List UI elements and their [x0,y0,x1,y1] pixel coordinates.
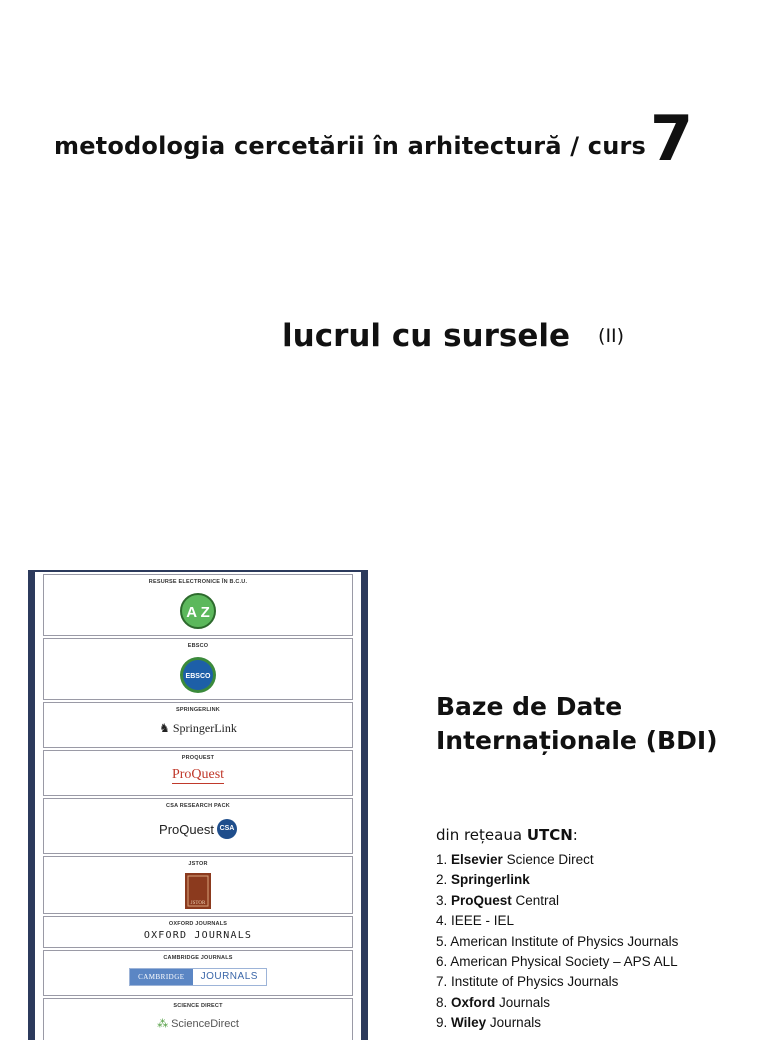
resource-label: RESURSE ELECTRONICE ÎN B.C.U. [148,579,248,585]
list-text: Journals [495,994,551,1010]
list-number: 2. [436,872,452,888]
list-bold: Springerlink [451,872,530,888]
list-number: 3. [436,892,452,908]
subtitle-text: lucrul cu sursele [282,318,571,354]
lecture-subtitle [282,318,624,354]
list-number: 8. [436,994,452,1010]
jstor-logo [185,873,211,909]
course-number: 7 [650,102,694,175]
resource-label: JSTOR [188,861,208,867]
list-number: 7. [436,974,452,990]
list-item [436,993,766,1013]
bdi-intro-suffix: : [572,826,578,844]
springerlink-logo [159,721,237,736]
resource-cell-springerlink[interactable] [43,702,353,748]
list-text: Journals [486,1015,541,1031]
bdi-title: Baze de Date Internaționale (BDI) [436,692,718,755]
springerlink-logo-text: SpringerLink [172,721,237,735]
list-bold: ProQuest [451,892,512,908]
list-item [436,932,766,952]
resource-label: EBSCO [187,643,209,649]
springer-horse-icon: ♞ [159,721,170,735]
csa-badge-icon: CSA [217,819,237,839]
list-number: 6. [436,954,451,970]
bdi-intro-bold: UTCN [526,826,573,844]
oxford-logo-text: OXFORD JOURNALS [143,930,253,941]
list-item [436,911,766,931]
list-text: American Physical Society – APS ALL [450,954,678,970]
list-item [436,1013,766,1033]
resource-cell-cambridge[interactable] [43,950,353,996]
resource-label: CSA RESEARCH PACK [166,803,230,809]
list-number: 4. [436,913,452,929]
resource-cell-az[interactable] [43,574,353,636]
panel-content [35,572,361,1040]
resource-label: OXFORD JOURNALS [168,921,228,927]
resource-cell-ebsco[interactable] [43,638,353,700]
proquest-logo [172,767,224,784]
ebsco-logo-text: EBSCO [185,673,211,680]
sciencedirect-logo-text: ScienceDirect [171,1017,239,1030]
bdi-intro [436,826,578,844]
cambridge-journals-text: JOURNALS [200,971,258,982]
bdi-intro-prefix: din rețeaua [436,826,527,844]
cambridge-journals-logo [129,968,267,986]
resource-cell-jstor[interactable] [43,856,353,914]
resource-label: SCIENCE DIRECT [173,1003,223,1009]
resource-cell-oxford[interactable] [43,916,353,948]
oxford-journals-logo [144,930,252,941]
list-bold: Wiley [451,1015,487,1031]
proquest-logo-text: ProQuest [171,767,225,782]
resource-cell-csa[interactable] [43,798,353,854]
list-text: IEEE - IEL [451,913,515,929]
az-logo [178,591,218,631]
list-item [436,870,766,890]
list-bold: Elsevier [451,852,503,867]
az-logo-text: A Z [186,604,210,621]
proquest-csa-logo [159,819,237,839]
course-title-text: metodologia cercetării în arhitectură / curs [54,132,647,160]
course-title [54,102,754,175]
resource-label: PROQUEST [181,755,215,761]
list-item [436,952,766,972]
list-text: American Institute of Physics Journals [450,933,679,949]
list-number: 1. [436,852,452,867]
sciencedirect-tree-icon: ⁂ [157,1017,169,1030]
list-item [436,891,766,911]
cambridge-logo-text: CAMBRIDGE [130,969,193,985]
list-text: Institute of Physics Journals [451,974,619,990]
subtitle-part: (II) [598,325,625,347]
resource-label: CAMBRIDGE JOURNALS [163,955,233,961]
jstor-logo-text: JSTOR [190,901,206,906]
list-number: 9. [436,1015,452,1031]
list-text: Science Direct [502,852,594,867]
list-text: Central [511,892,560,908]
list-number: 5. [436,933,451,949]
resource-cell-sciencedirect[interactable] [43,998,353,1040]
resource-label: SPRINGERLINK [176,707,220,713]
bcu-resources-panel [28,570,368,1040]
database-list [436,850,766,1034]
list-item [436,850,766,870]
ebsco-logo [178,655,218,695]
list-bold: Oxford [451,994,496,1010]
list-item [436,972,766,992]
resource-cell-proquest[interactable] [43,750,353,796]
proquest-csa-text: ProQuest [159,821,214,837]
